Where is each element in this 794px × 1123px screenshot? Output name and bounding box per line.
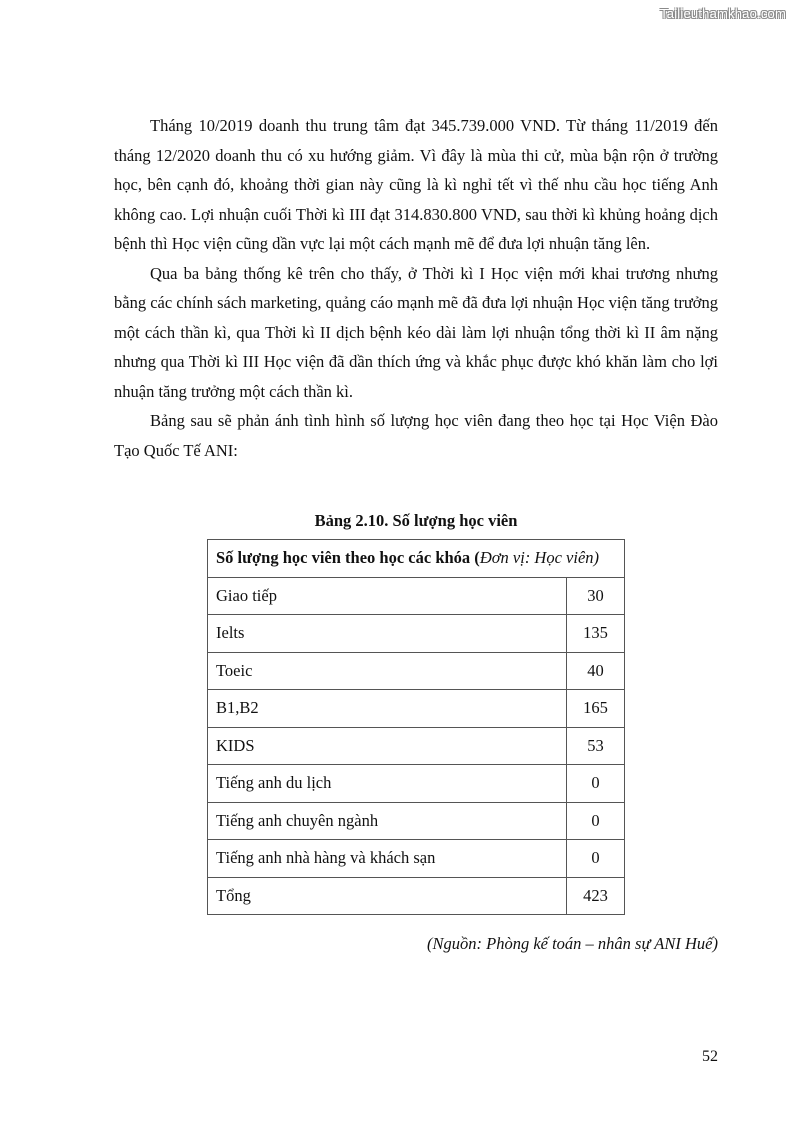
- paragraph-intro-table: Bảng sau sẽ phản ánh tình hình số lượng học viên đang theo học tại Học Viện Đào Tạo Quốc Tế ANI:: [114, 411, 718, 460]
- body-text: [114, 111, 718, 465]
- course-name: Giao tiếp: [208, 577, 567, 615]
- student-count: 30: [567, 577, 625, 615]
- paragraph-revenue: Tháng 10/2019 doanh thu trung tâm đạt 345.739.000 VND. Từ tháng 11/2019 đến tháng 12/2020 doanh thu có xu hướng giảm. Vì đây là mùa thi cử, mùa bận rộn ở trường học, bên cạnh đó, khoảng thời gian này cũng là kì nghỉ tết vì thế nhu cầu học tiếng Anh không cao. Lợi nhuận cuối Thời kì III đạt 314.830.800 VND, sau thời kì khủng hoảng dịch bệnh thì Học viện cũng dần vực lại một cách mạnh mẽ để đưa lợi nhuận tăng lên.: [114, 116, 718, 253]
- table-header-title: Số lượng học viên theo học các khóa (: [216, 548, 480, 568]
- total-count: 423: [567, 877, 625, 915]
- course-name: Tiếng anh nhà hàng và khách sạn: [208, 840, 567, 878]
- student-count: 0: [567, 765, 625, 803]
- student-count: 53: [567, 727, 625, 765]
- table-row: [208, 652, 625, 690]
- student-count: 165: [567, 690, 625, 728]
- table-source: (Nguồn: Phòng kế toán – nhân sự ANI Huế): [427, 934, 718, 953]
- table-row: [208, 615, 625, 653]
- student-count: 40: [567, 652, 625, 690]
- course-name: Tiếng anh du lịch: [208, 765, 567, 803]
- student-count: 135: [567, 615, 625, 653]
- table-header: [208, 540, 625, 578]
- table-row: [208, 690, 625, 728]
- course-name: KIDS: [208, 727, 567, 765]
- total-label: Tổng: [208, 877, 567, 915]
- table-row: [208, 577, 625, 615]
- table-row: [208, 765, 625, 803]
- table-total-row: [208, 877, 625, 915]
- table-caption: Bảng 2.10. Số lượng học viên: [314, 511, 518, 530]
- table-header-unit: Đơn vị: Học viên): [479, 548, 600, 568]
- course-name: Tiếng anh chuyên ngành: [208, 802, 567, 840]
- paragraph-summary: Qua ba bảng thống kê trên cho thấy, ở Thời kì I Học viện mới khai trương nhưng bằng các chính sách marketing, quảng cáo mạnh mẽ đã đưa lợi nhuận Học viện tăng trưởng một cách thần kì, qua Thời kì II dịch bệnh kéo dài làm lợi nhuận tổng thời kì II âm nặng nhưng qua Thời kì III Học viện đã dần thích ứng và khắc phục được khó khăn làm cho lợi nhuận tăng trưởng một cách thần kì.: [114, 263, 718, 401]
- table-row: [208, 802, 625, 840]
- student-count: 0: [567, 802, 625, 840]
- watermark: Tailieuthamkhao.com: [660, 6, 786, 21]
- student-count-table: [207, 539, 625, 915]
- table-header-row: [208, 540, 625, 578]
- course-name: Toeic: [208, 652, 567, 690]
- table-row: [208, 727, 625, 765]
- course-name: Ielts: [208, 615, 567, 653]
- student-count: 0: [567, 840, 625, 878]
- page-number: 52: [702, 1048, 718, 1065]
- course-name: B1,B2: [208, 690, 567, 728]
- table-row: [208, 840, 625, 878]
